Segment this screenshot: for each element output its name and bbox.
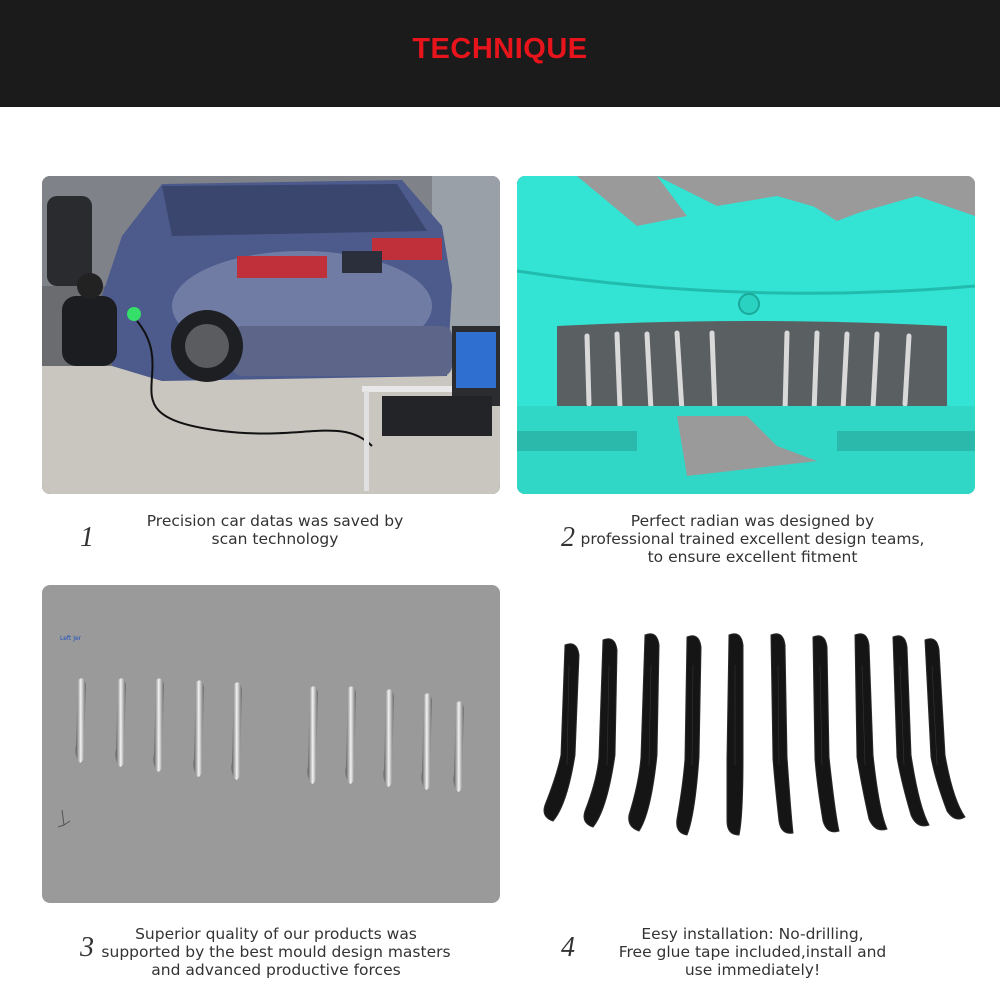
caption-line: Precision car datas was saved by (146, 512, 404, 530)
cad-render (42, 585, 500, 903)
header-bar (0, 0, 1000, 107)
step-2-number: 2 (561, 522, 575, 553)
caption-line: to ensure excellent fitment (647, 548, 858, 566)
model-render (517, 176, 975, 494)
caption-line: supported by the best mould design masters (101, 943, 451, 961)
step-2-caption (575, 512, 930, 566)
caption-line: use immediately! (684, 961, 821, 979)
product-photo (517, 585, 975, 903)
caption-line: Eesy installation: No-drilling, (641, 925, 864, 943)
caption-line: Perfect radian was designed by (630, 512, 875, 530)
cad-label: Left Jer (60, 635, 82, 642)
step-4-number: 4 (561, 932, 575, 963)
caption-line: and advanced productive forces (151, 961, 401, 979)
step-1-number: 1 (80, 522, 94, 553)
page-title: TECHNIQUE (412, 33, 588, 65)
caption-line: professional trained excellent design teams, (580, 530, 925, 548)
step-4-caption (600, 925, 905, 979)
step-1-caption (110, 512, 440, 548)
step-3-number: 3 (80, 932, 94, 963)
step-3-caption (100, 925, 452, 979)
caption-line: Free glue tape included,install and (618, 943, 887, 961)
caption-line: Superior quality of our products was (135, 925, 417, 943)
scan-photo (42, 176, 500, 494)
caption-line: scan technology (211, 530, 339, 548)
